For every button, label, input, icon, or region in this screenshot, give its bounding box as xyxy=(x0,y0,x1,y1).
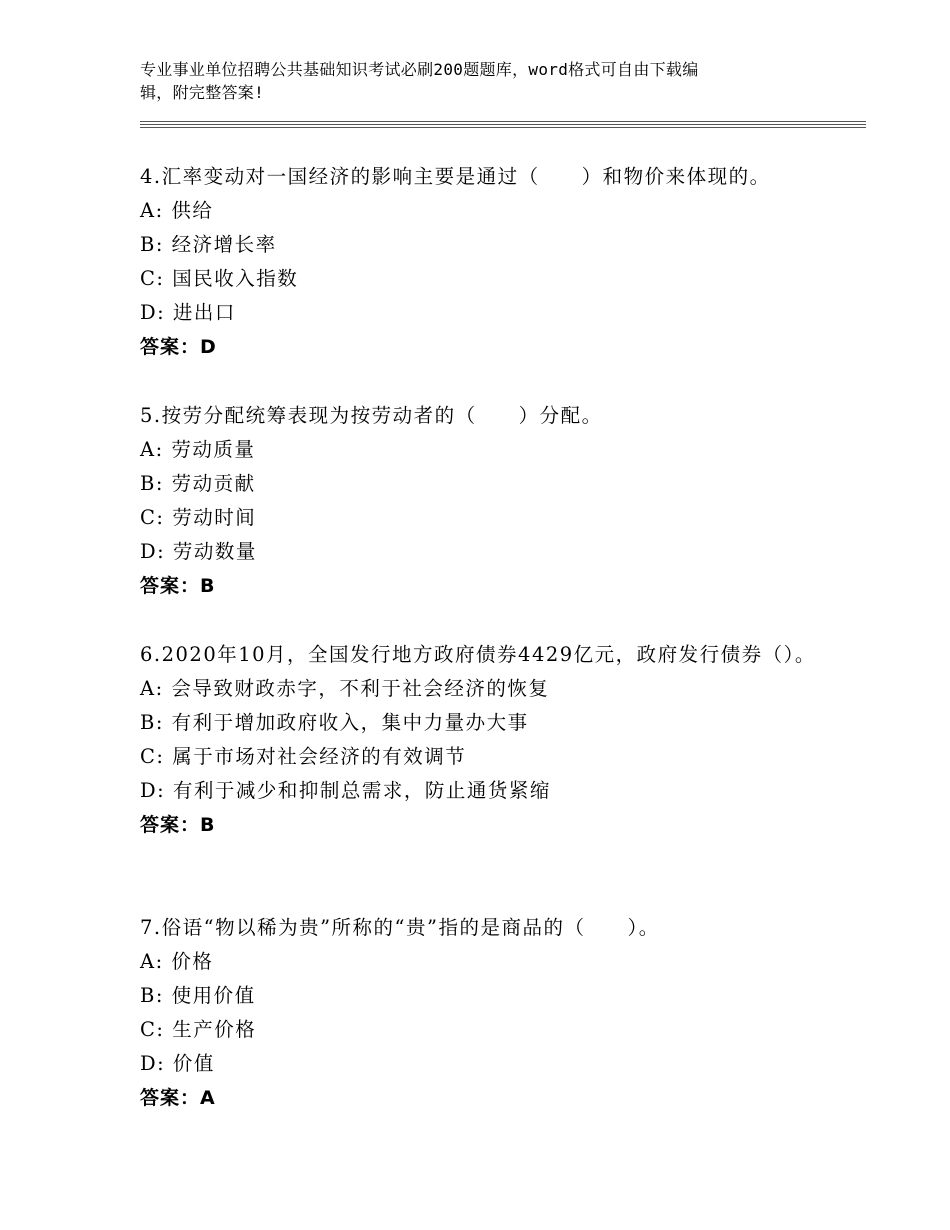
option-a: A: 供给 xyxy=(140,199,214,222)
question-stem: 7.俗语“物以稀为贵”所称的“贵”指的是商品的（ ）。 xyxy=(140,916,660,939)
question-stem: 4.汇率变动对一国经济的影响主要是通过（ ）和物价来体现的。 xyxy=(140,165,771,188)
option-a: A: 会导致财政赤字，不利于社会经济的恢复 xyxy=(140,677,550,700)
option-c: C: 劳动时间 xyxy=(140,506,257,529)
header-divider xyxy=(140,121,866,122)
option-b: B: 有利于增加政府收入，集中力量办大事 xyxy=(140,711,529,734)
option-c: C: 生产价格 xyxy=(140,1018,257,1041)
document-header xyxy=(140,58,790,104)
option-d: D: 价值 xyxy=(140,1052,215,1075)
question-4 xyxy=(140,160,830,364)
header-line-2: 辑，附完整答案! xyxy=(140,83,265,102)
question-stem: 5.按劳分配统筹表现为按劳动者的（ ）分配。 xyxy=(140,404,603,427)
option-b: B: 劳动贡献 xyxy=(140,472,256,495)
answer: 答案：B xyxy=(140,814,216,836)
question-5 xyxy=(140,399,830,603)
question-6 xyxy=(140,638,830,842)
answer: 答案：B xyxy=(140,575,216,597)
option-c: C: 国民收入指数 xyxy=(140,267,299,290)
option-b: B: 经济增长率 xyxy=(140,233,277,256)
question-stem: 6.2020年10月，全国发行地方政府债券4429亿元，政府发行债券（）。 xyxy=(140,643,816,666)
option-d: D: 劳动数量 xyxy=(140,540,257,563)
option-b: B: 使用价值 xyxy=(140,984,256,1007)
answer: 答案：D xyxy=(140,336,217,358)
option-a: A: 价格 xyxy=(140,950,214,973)
header-divider xyxy=(140,127,866,128)
answer: 答案：A xyxy=(140,1087,216,1109)
header-line-1: 专业事业单位招聘公共基础知识考试必刷200题题库，word格式可自由下载编 xyxy=(140,60,699,79)
option-c: C: 属于市场对社会经济的有效调节 xyxy=(140,745,467,768)
header-divider xyxy=(140,124,866,125)
option-a: A: 劳动质量 xyxy=(140,438,256,461)
option-d: D: 有利于减少和抑制总需求，防止通货紧缩 xyxy=(140,779,551,802)
option-d: D: 进出口 xyxy=(140,301,236,324)
question-7 xyxy=(140,911,830,1115)
